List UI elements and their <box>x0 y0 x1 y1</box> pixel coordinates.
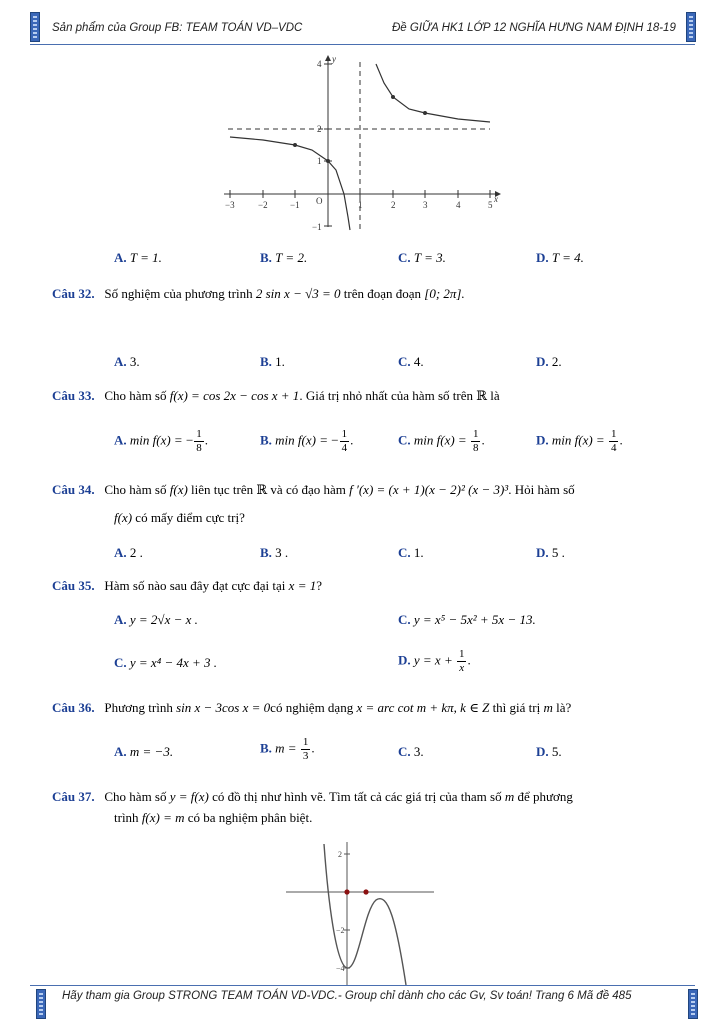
graph-point <box>344 889 349 894</box>
y-tick-label: −1 <box>312 222 322 232</box>
q33-stem: Câu 33. Cho hàm số f(x) = cos 2x − cos x + 1. Giá trị nhỏ nhất của hàm số trên ℝ là <box>52 388 500 403</box>
y-tick-label: −2 <box>336 926 345 935</box>
q35-option-a[interactable]: A. y = 2√x − x . <box>114 612 198 627</box>
hyperbola-left-branch <box>230 137 350 230</box>
graph-cubic <box>284 840 439 985</box>
q36-option-d[interactable]: D. 5. <box>536 744 562 759</box>
footer-left-icon <box>36 989 46 1019</box>
q36-stem: Câu 36. Phương trình sin x − 3cos x = 0có nghiệm dạng x = arc cot m + kπ, k ∈ Z thì giá trị m là? <box>52 700 572 715</box>
q31-option-a[interactable]: A. T = 1. <box>114 250 162 265</box>
graph-point <box>363 889 368 894</box>
q34-option-b[interactable]: B. 3 . <box>260 545 289 560</box>
q31-option-b[interactable]: B. T = 2. <box>260 250 308 265</box>
y-tick-label: 2 <box>317 124 322 134</box>
q37-stem-line2: trình f(x) = m có ba nghiệm phân biệt. <box>114 810 313 825</box>
y-tick-label: −4 <box>336 964 345 973</box>
x-tick-label: −1 <box>290 200 300 210</box>
q36-option-c[interactable]: C. 3. <box>398 744 424 759</box>
header-right-icon <box>686 12 696 42</box>
x-tick-label: 2 <box>391 200 396 210</box>
y-tick-label: 1 <box>317 156 322 166</box>
y-axis-label: y <box>332 54 336 64</box>
q32-option-d[interactable]: D. 2. <box>536 354 562 369</box>
q33-option-a[interactable]: A. min f(x) = − $\frac{1}{8}$ . <box>114 428 209 454</box>
q32-option-b[interactable]: B. 1. <box>260 354 285 369</box>
q34-option-c[interactable]: C. 1. <box>398 545 424 560</box>
q31-option-c[interactable]: C. T = 3. <box>398 250 446 265</box>
q34-stem-line2: f(x) có mấy điểm cực trị? <box>114 510 245 525</box>
q32-stem: Câu 32. Số nghiệm của phương trình 2 sin x − √3 = 0 trên đoạn đoạn [0; 2π]. <box>52 286 465 301</box>
header-right-text: Đề GIỮA HK1 LỚP 12 NGHĨA HƯNG NAM ĐỊNH 18-19 <box>392 22 676 34</box>
x-axis-label: x <box>494 194 498 204</box>
graph-point <box>423 111 427 115</box>
q35-option-b[interactable]: C. y = x⁵ − 5x² + 5x − 13. <box>398 612 536 627</box>
x-tick-label: −3 <box>225 200 235 210</box>
x-tick-label: 4 <box>456 200 461 210</box>
q32-option-a[interactable]: A. 3. <box>114 354 140 369</box>
q33-option-c[interactable]: C. min f(x) = $\frac{1}{8}$ . <box>398 428 485 454</box>
q36-option-a[interactable]: A. m = −3. <box>114 744 174 759</box>
q33-option-d[interactable]: D. min f(x) = $\frac{1}{4}$ . <box>536 428 623 454</box>
q34-option-d[interactable]: D. 5 . <box>536 545 565 560</box>
header-left-icon <box>30 12 40 42</box>
y-tick-label: 4 <box>317 59 322 69</box>
graph-point <box>326 159 330 163</box>
q35-stem: Câu 35. Hàm số nào sau đây đạt cực đại tại x = 1? <box>52 578 322 593</box>
graph-hyperbola <box>218 52 508 237</box>
graph-point <box>391 95 395 99</box>
x-tick-label: −2 <box>258 200 268 210</box>
hyperbola-right-branch <box>376 64 490 122</box>
x-tick-label: 1 <box>358 200 363 210</box>
x-tick-label: 5 <box>488 200 493 210</box>
q34-option-a[interactable]: A. 2 . <box>114 545 143 560</box>
q34-stem: Câu 34. Cho hàm số f(x) liên tục trên ℝ và có đạo hàm f ′(x) = (x + 1)(x − 2)² (x − 3)³. Hỏi hàm số <box>52 482 575 497</box>
origin-label: O <box>316 196 323 206</box>
q32-option-c[interactable]: C. 4. <box>398 354 424 369</box>
footer-text: Hãy tham gia Group STRONG TEAM TOÁN VD-VDC.- Group chỉ dành cho các Gv, Sv toán! Trang 6 Mã đề 485 <box>62 990 632 1002</box>
q35-option-d[interactable]: D. y = x + $\frac{1}{x}$ . <box>398 648 471 674</box>
x-tick-label: 3 <box>423 200 428 210</box>
footer-divider <box>30 985 695 986</box>
q33-option-b[interactable]: B. min f(x) = − $\frac{1}{4}$ . <box>260 428 354 454</box>
q37-stem: Câu 37. Cho hàm số y = f(x) có đồ thị như hình vẽ. Tìm tất cả các giá trị của tham số m để phương <box>52 789 573 804</box>
footer-right-icon <box>688 989 698 1019</box>
y-tick-label: 2 <box>338 850 342 859</box>
q31-option-d[interactable]: D. T = 4. <box>536 250 584 265</box>
q35-option-c[interactable]: C. y = x⁴ − 4x + 3 . <box>114 655 218 670</box>
q36-option-b[interactable]: B. m = $\frac{1}{3}$ . <box>260 736 315 762</box>
header-divider <box>30 44 695 45</box>
header-left-text: Sản phẩm của Group FB: TEAM TOÁN VD–VDC <box>52 22 303 34</box>
graph-point <box>293 143 297 147</box>
